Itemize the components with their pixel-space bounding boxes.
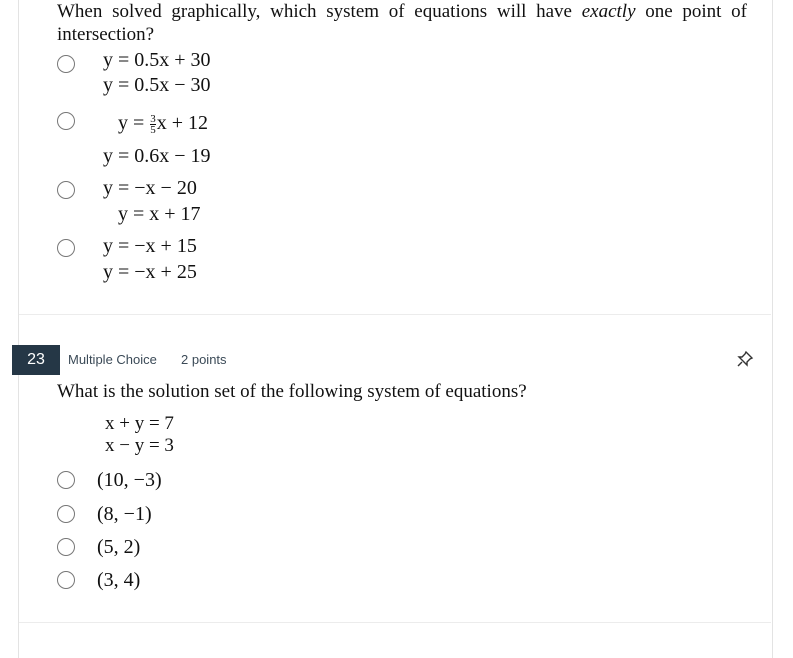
q22-option-3-eq1: y = −x − 20 — [103, 177, 197, 199]
system-eq-1: x + y = 7 — [105, 413, 174, 434]
system-eq-2: x − y = 3 — [105, 435, 174, 456]
q22-option-2-eq2: y = 0.6x − 19 — [103, 145, 211, 167]
question-type: Multiple Choice — [68, 352, 157, 367]
q23-option-3-radio[interactable] — [57, 538, 75, 556]
fraction: $\frac{3}{5}$ — [150, 112, 156, 136]
q22-option-4-radio[interactable] — [57, 239, 75, 257]
question-card — [18, 0, 773, 658]
question-23-prompt: What is the solution set of the following system of equations? — [57, 381, 527, 402]
q23-option-1-label: (10, −3) — [97, 469, 162, 491]
q23-option-2-radio[interactable] — [57, 505, 75, 523]
pin-icon[interactable] — [736, 350, 754, 368]
question-22-prompt: When solved graphically, which system of equations will have exactly one point of intersection? — [57, 1, 747, 45]
q22-option-1-eq1: y = 0.5x + 30 — [103, 49, 211, 71]
divider — [19, 314, 771, 315]
q22-option-3-radio[interactable] — [57, 181, 75, 199]
question-number-badge: 23 — [12, 345, 60, 375]
q23-option-2-label: (8, −1) — [97, 503, 152, 525]
q23-option-3-label: (5, 2) — [97, 536, 141, 558]
q22-option-2-eq1: y = $\frac{3}{5}$ x + 12 — [118, 112, 209, 136]
q22-option-2-radio[interactable] — [57, 112, 75, 130]
question-points: 2 points — [181, 352, 227, 367]
q22-option-4-eq1: y = −x + 15 — [103, 235, 197, 257]
divider — [19, 622, 771, 623]
q23-option-4-radio[interactable] — [57, 571, 75, 589]
q22-option-4-eq2: y = −x + 25 — [103, 261, 197, 283]
q22-option-3-eq2: y = x + 17 — [118, 203, 201, 225]
q23-option-4-label: (3, 4) — [97, 569, 141, 591]
q22-option-1-eq2: y = 0.5x − 30 — [103, 74, 211, 96]
q22-option-1-radio[interactable] — [57, 55, 75, 73]
q23-option-1-radio[interactable] — [57, 471, 75, 489]
